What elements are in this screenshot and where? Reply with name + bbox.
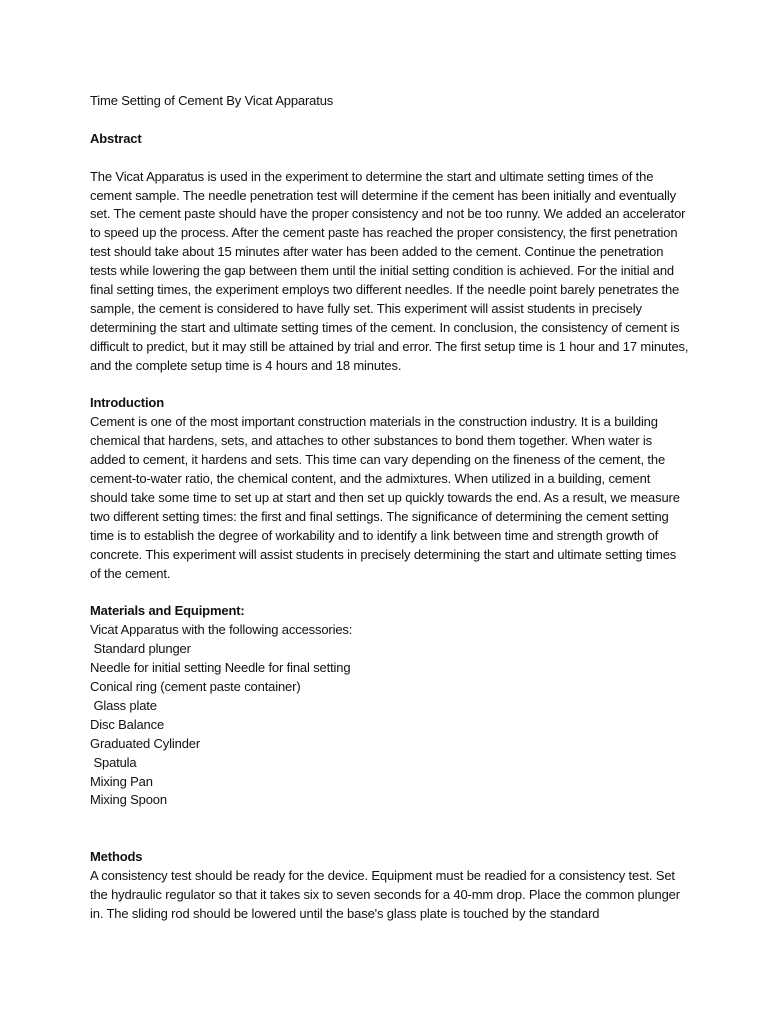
abstract-heading: Abstract [90, 130, 142, 146]
introduction-paragraph: Cement is one of the most important construction materials in the construction industry. It is a building chemical that hardens, sets, and attaches to other substances to bond them together. When water is added to cement, it hardens and sets. This time can vary depending on the fineness of the cement, the cement-to-water ratio, the chemical content, and the admixtures. When utilized in a building, cement should take some time to set up at start and then set up quickly towards the end. As a result, we measure two different setting times: the first and final settings. The significance of determining the cement setting time is to establish the degree of workability and to identify a link between time and strength growth of concrete. This experiment will assist students in precisely determining the start and ultimate setting times of the cement. [90, 414, 680, 581]
abstract-paragraph: The Vicat Apparatus is used in the experiment to determine the start and ultimate setting times of the cement sample. The needle penetration test will determine if the cement has been initially and eventually set. The cement paste should have the proper consistency and not be too runny. We added an accelerator to speed up the process. After the cement paste has reached the proper consistency, the first penetration test should take about 15 minutes after water has been added to the cement. Continue the penetration tests while lowering the gap between them until the initial setting condition is achieved. For the initial and final setting times, the experiment employs two different needles. If the needle point barely penetrates the sample, the cement is considered to have fully set. This experiment will assist students in precisely determining the start and ultimate setting times of the cement. In conclusion, the consistency of cement is difficult to predict, but it may still be attained by trial and error. The first setup time is 1 hour and 17 minutes, and the complete setup time is 4 hours and 18 minutes. [90, 168, 689, 373]
equipment-item: Conical ring (cement paste container) [90, 679, 301, 695]
equipment-item: Disc Balance [90, 716, 165, 732]
materials-heading: Materials and Equipment: [90, 603, 245, 619]
equipment-item: Needle for initial setting Needle for final setting [90, 660, 351, 676]
methods-heading: Methods [90, 849, 143, 865]
introduction-heading: Introduction [90, 395, 165, 411]
equipment-item: Glass plate [90, 697, 157, 713]
equipment-item: Mixing Spoon [90, 792, 167, 808]
equipment-item: Spatula [90, 754, 137, 770]
spacer [90, 810, 690, 848]
spacer [90, 376, 690, 395]
equipment-item: Graduated Cylinder [90, 735, 201, 751]
spacer [90, 149, 690, 168]
spacer [90, 111, 690, 130]
equipment-item: Mixing Pan [90, 773, 153, 789]
document-page [90, 92, 690, 924]
materials-intro: Vicat Apparatus with the following accessories: [90, 622, 353, 638]
document-title: Time Setting of Cement By Vicat Apparatus [90, 93, 334, 108]
spacer [90, 584, 690, 603]
equipment-list [90, 640, 690, 810]
methods-paragraph: A consistency test should be ready for the device. Equipment must be readied for a consistency test. Set the hydraulic regulator so that it takes six to seven seconds for a 40-mm drop. Place the common plunger in. The sliding rod should be lowered until the base's glass plate is touched by the standard [90, 868, 680, 921]
equipment-item: Standard plunger [90, 641, 191, 657]
